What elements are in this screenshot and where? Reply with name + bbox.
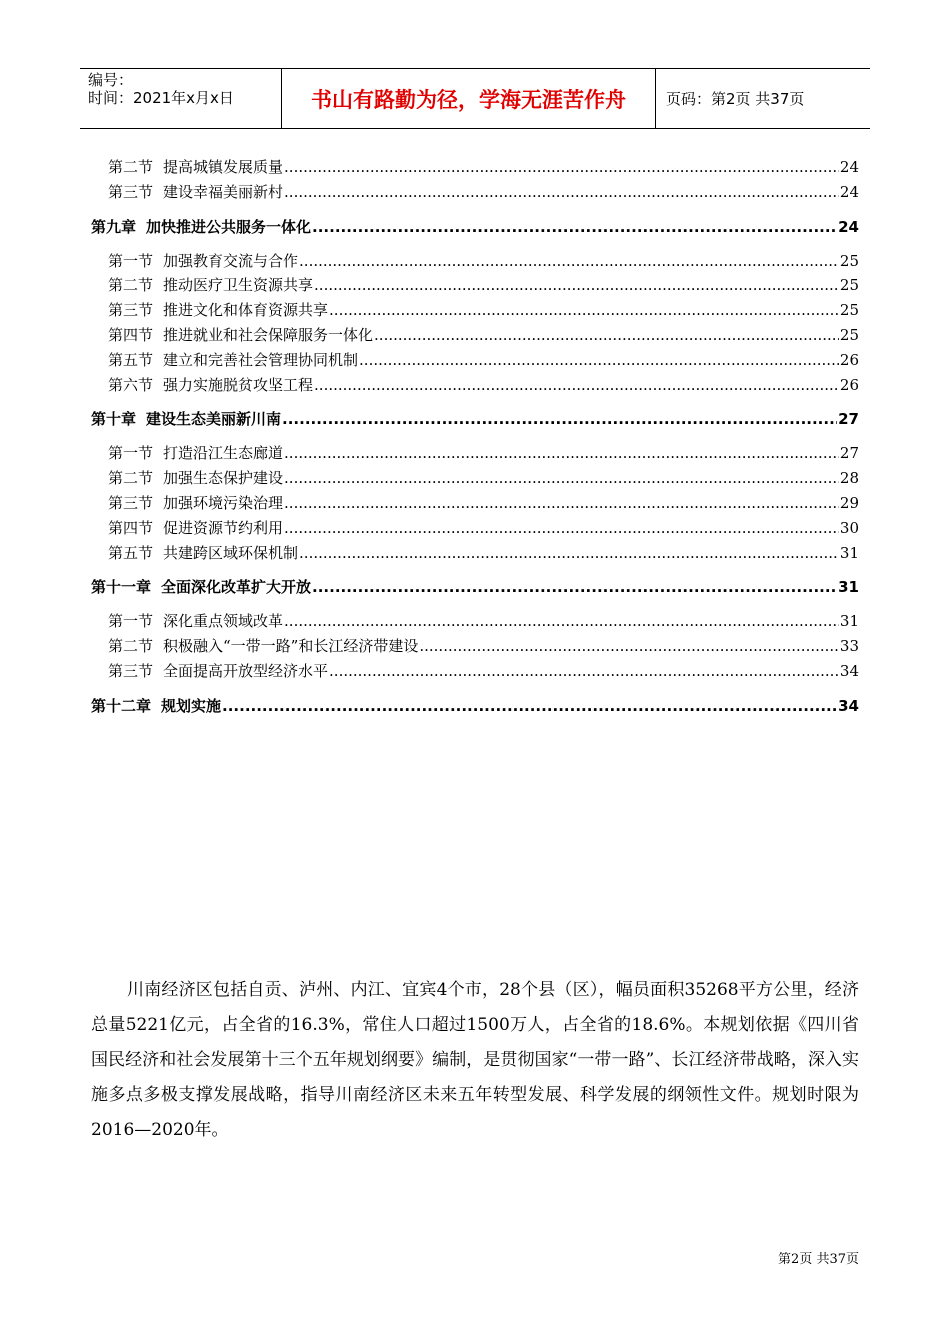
- toc-section-entry[interactable]: [108, 156, 859, 178]
- toc-leader-dots: [329, 662, 839, 680]
- toc-entry-text: [108, 349, 358, 370]
- toc-entry-text: [108, 156, 283, 177]
- toc-entry-title: 建立和完善社会管理协同机制: [163, 350, 359, 369]
- toc-entry-page: 24: [839, 158, 859, 176]
- toc-entry-text: [108, 517, 283, 538]
- toc-entry-page: 28: [839, 469, 859, 488]
- toc-section-entry[interactable]: [108, 349, 859, 371]
- toc-entry-label: 第一节: [108, 251, 154, 270]
- toc-leader-dots: [329, 301, 839, 319]
- toc-entry-label: 第二节: [108, 276, 154, 295]
- toc-entry-label: 第一节: [108, 612, 154, 631]
- toc-leader-dots: [314, 276, 839, 294]
- toc-entry-title: 打造沿江生态廊道: [163, 444, 284, 463]
- toc-entry-text: [108, 492, 283, 513]
- toc-entry-page: 29: [839, 494, 859, 512]
- page-header: [80, 68, 870, 129]
- toc-section-entry[interactable]: [108, 374, 859, 396]
- toc-entry-title: 建设幸福美丽新村: [163, 182, 284, 201]
- toc-entry-page: 24: [838, 217, 859, 236]
- toc-chapter-entry[interactable]: [91, 216, 859, 238]
- toc-section-entry[interactable]: [108, 274, 859, 296]
- toc-entry-page: 26: [839, 350, 859, 369]
- toc-leader-dots: [284, 494, 839, 512]
- toc-entry-page: 27: [839, 444, 859, 463]
- toc-entry-label: 第六节: [108, 375, 154, 394]
- toc-entry-text: [108, 610, 283, 631]
- toc-entry-text: [108, 374, 313, 395]
- toc-entry-label: 第二节: [108, 469, 154, 488]
- toc-entry-title: 加强教育交流与合作: [163, 251, 299, 270]
- toc-section-entry[interactable]: [108, 467, 859, 489]
- toc-leader-dots: [374, 326, 839, 344]
- toc-entry-text: [108, 299, 328, 320]
- toc-entry-title: 推动医疗卫生资源共享: [163, 276, 314, 295]
- toc-entry-title: 加快推进公共服务一体化: [146, 217, 312, 236]
- header-meta: [80, 69, 282, 128]
- toc-entry-page: 34: [839, 662, 859, 680]
- toc-entry-label: 第三节: [108, 494, 154, 512]
- toc-entry-text: [91, 576, 311, 597]
- toc-leader-dots: [284, 158, 839, 176]
- toc-leader-dots: [359, 351, 839, 369]
- toc-entry-title: 加强环境污染治理: [163, 494, 284, 512]
- toc-entry-text: [91, 408, 281, 429]
- toc-section-entry[interactable]: [108, 517, 859, 539]
- toc-entry-label: 第一节: [108, 444, 154, 463]
- toc-section-entry[interactable]: [108, 442, 859, 464]
- toc-entry-title: 共建跨区域环保机制: [163, 543, 299, 562]
- toc-leader-dots: [284, 469, 839, 487]
- toc-entry-text: [108, 442, 283, 463]
- toc-entry-label: 第三节: [108, 182, 154, 201]
- toc-entry-page: 25: [839, 251, 859, 270]
- toc-section-entry[interactable]: [108, 635, 859, 657]
- toc-entry-title: 规划实施: [161, 696, 222, 715]
- toc-entry-text: [108, 660, 328, 681]
- toc-leader-dots: [284, 444, 839, 462]
- toc-entry-label: 第十一章: [91, 578, 152, 597]
- toc-entry-title: 强力实施脱贫攻坚工程: [163, 375, 314, 394]
- toc-section-entry[interactable]: [108, 181, 859, 203]
- toc-entry-title: 深化重点领域改革: [163, 612, 284, 631]
- toc-entry-label: 第四节: [108, 518, 154, 537]
- toc-entry-page: 24: [839, 182, 859, 201]
- toc-entry-page: 26: [839, 375, 859, 394]
- toc-entry-page: 33: [839, 637, 859, 656]
- toc-entry-label: 第三节: [108, 662, 154, 680]
- toc-entry-text: [108, 467, 283, 488]
- toc-chapter-entry[interactable]: [91, 576, 859, 598]
- toc-entry-text: [108, 635, 418, 656]
- toc-entry-text: [108, 274, 313, 295]
- toc-entry-label: 第三节: [108, 301, 154, 320]
- toc-leader-dots: [312, 218, 837, 236]
- toc-entry-text: [91, 216, 311, 237]
- toc-leader-dots: [284, 183, 839, 201]
- document-date-label: 时间：2021年x月x日: [88, 89, 234, 107]
- toc-entry-title: 全面深化改革扩大开放: [161, 578, 312, 597]
- toc-leader-dots: [284, 519, 839, 537]
- toc-leader-dots: [314, 376, 839, 394]
- toc-entry-title: 建设生态美丽新川南: [146, 410, 282, 429]
- toc-entry-page: 30: [839, 518, 859, 537]
- toc-leader-dots: [222, 697, 837, 715]
- toc-entry-title: 全面提高开放型经济水平: [163, 662, 329, 680]
- intro-paragraph: 川南经济区包括自贡、泸州、内江、宜宾4个市，28个县（区），幅员面积35268平方公里，经济总量5221亿元，占全省的16.3%，常住人口超过1500万人，占全省的18.6%。本规划依据《四川省国民经济和社会发展第十三个五年规划纲要》编制，是贯彻国家“一带一路”、长江经济带战略，深入实施多点多极支撑发展战略，指导川南经济区未来五年转型发展、科学发展的纲领性文件。规划时限为2016—2020年。: [91, 980, 859, 1140]
- toc-section-entry[interactable]: [108, 324, 859, 346]
- toc-entry-title: 推进文化和体育资源共享: [163, 301, 329, 320]
- toc-chapter-entry[interactable]: [91, 408, 859, 430]
- toc-entry-label: 第二节: [108, 637, 154, 656]
- toc-entry-label: 第五节: [108, 543, 154, 562]
- toc-entry-label: 第十二章: [91, 696, 152, 715]
- toc-entry-label: 第四节: [108, 326, 154, 344]
- header-page-number: 页码：第2页 共37页: [666, 90, 805, 108]
- toc-section-entry[interactable]: [108, 250, 859, 272]
- toc-entry-title: 提高城镇发展质量: [163, 158, 284, 176]
- toc-entry-page: 34: [838, 696, 859, 715]
- toc-entry-title: 促进资源节约利用: [163, 518, 284, 537]
- toc-entry-text: [108, 250, 298, 271]
- toc-leader-dots: [299, 544, 839, 562]
- toc-entry-text: [108, 542, 298, 563]
- toc-entry-text: [91, 695, 221, 716]
- toc-entry-label: 第二节: [108, 158, 154, 176]
- toc-section-entry[interactable]: [108, 542, 859, 564]
- header-motto: 书山有路勤为径，学海无涯苦作舟: [282, 69, 656, 128]
- toc-leader-dots: [312, 578, 837, 596]
- toc-entry-label: 第五节: [108, 350, 154, 369]
- toc-entry-page: 25: [839, 301, 859, 320]
- page-footer: 第2页 共37页: [778, 1252, 859, 1267]
- toc-entry-title: 积极融入“一带一路”和长江经济带建设: [163, 637, 419, 656]
- toc-entry-text: [108, 324, 373, 345]
- toc-entry-page: 27: [838, 410, 859, 429]
- toc-section-entry[interactable]: [108, 299, 859, 321]
- toc-leader-dots: [299, 252, 839, 270]
- toc-entry-page: 25: [839, 326, 859, 344]
- toc-chapter-entry[interactable]: [91, 695, 859, 717]
- toc-entry-label: 第十章: [91, 410, 137, 429]
- toc-section-entry[interactable]: [108, 660, 859, 682]
- toc-entry-title: 加强生态保护建设: [163, 469, 284, 488]
- document-number-label: 编号：: [88, 71, 134, 89]
- toc-entry-label: 第九章: [91, 217, 137, 236]
- toc-entry-page: 31: [839, 543, 859, 562]
- toc-entry-page: 25: [839, 276, 859, 295]
- toc-leader-dots: [419, 637, 839, 655]
- toc-leader-dots: [282, 410, 837, 428]
- toc-entry-title: 推进就业和社会保障服务一体化: [163, 326, 374, 344]
- toc-entry-text: [108, 181, 283, 202]
- toc-leader-dots: [284, 612, 839, 630]
- toc-entry-page: 31: [839, 612, 859, 631]
- toc-section-entry[interactable]: [108, 610, 859, 632]
- toc-entry-page: 31: [838, 578, 859, 597]
- toc-section-entry[interactable]: [108, 492, 859, 514]
